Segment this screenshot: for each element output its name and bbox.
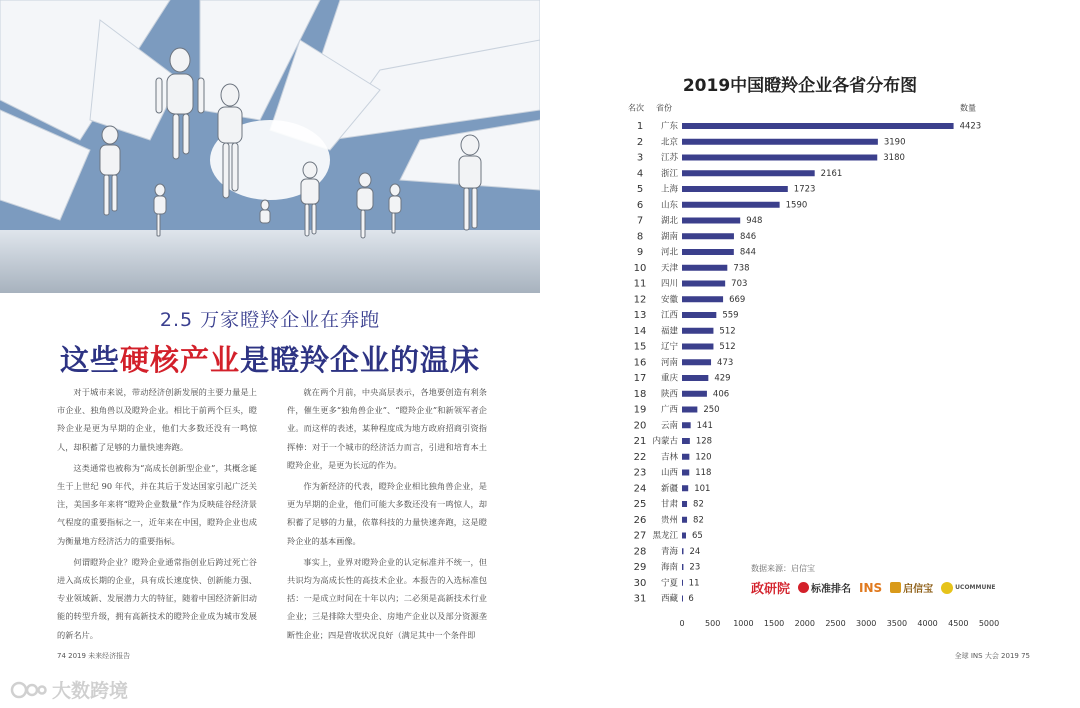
province-label: 河南 [660, 357, 678, 368]
bar [682, 186, 788, 192]
x-tick-label: 500 [705, 618, 721, 628]
bar-value-label: 844 [739, 247, 757, 258]
rank-label: 31 [633, 593, 647, 605]
logo-biaozhun-paiming: 标准排名 [798, 580, 851, 595]
bar-value-label: 3180 [883, 153, 905, 163]
bar-value-label: 669 [729, 294, 746, 305]
bar-value-label: 559 [722, 310, 739, 321]
bar [682, 265, 727, 271]
x-tick-label: 5000 [978, 618, 1000, 628]
watermark-logo-icon [10, 679, 48, 701]
province-label: 湖南 [660, 231, 678, 242]
paragraph: 对于城市来说，带动经济创新发展的主要力量是上市企业、独角兽以及瞪羚企业。相比于前两个巨头，瞪羚企业是更为早期的企业，他们大多数还没有一鸣惊人，却积蓄了足够的力量快速奔跑。 [57, 387, 257, 452]
bar-value-label: 82 [693, 515, 704, 526]
rank-label: 10 [633, 262, 647, 274]
bar-value-label: 128 [695, 436, 713, 447]
rank-label: 17 [633, 373, 647, 384]
bar-value-label: 23 [689, 562, 701, 573]
x-tick-label: 2000 [794, 618, 815, 628]
rank-label: 30 [633, 577, 647, 589]
bar-value-label: 429 [714, 373, 731, 384]
bar-value-label: 406 [712, 389, 730, 400]
chart-title: 2019中国瞪羚企业各省分布图 [682, 76, 918, 96]
bar [682, 470, 689, 476]
province-label: 广东 [660, 121, 678, 132]
rank-label: 14 [633, 325, 647, 337]
paragraph: 事实上，业界对瞪羚企业的认定标准并不统一，但共识均为高成长性的高技术企业。本报告的入选标准包括：一是成立时间在十年以内；二必须是高新技术行业企业；三是排除大型央企、房地产企业以及部分资源垄断性企业；四是营收状况良好（满足其中一个条件即 [287, 556, 487, 640]
bar [682, 139, 878, 145]
bar [682, 438, 690, 444]
province-label: 北京 [660, 137, 678, 148]
article-column-1 [57, 383, 257, 647]
province-label: 江西 [660, 310, 678, 321]
province-label: 海南 [660, 562, 678, 573]
logo-qixinbao: 启信宝 [890, 580, 933, 595]
bar [682, 123, 954, 129]
rank-label: 5 [636, 184, 644, 195]
sponsor-logos [751, 578, 995, 597]
headline-part-1: 这些 [59, 343, 120, 377]
chart-source: 数据来源：启信宝 [751, 564, 815, 573]
bar [682, 218, 740, 224]
rank-label: 25 [633, 499, 647, 510]
province-label: 湖北 [660, 216, 678, 226]
logo-ucommune: UCOMMUNE [941, 582, 995, 594]
bar [682, 596, 683, 602]
bar-value-label: 24 [689, 546, 701, 557]
rank-label: 28 [633, 546, 647, 558]
x-tick-label: 4500 [948, 618, 969, 628]
province-label: 浙江 [660, 168, 678, 179]
rank-label: 20 [633, 420, 647, 432]
rank-label: 4 [636, 168, 644, 180]
qixinbao-mark-icon [890, 582, 901, 593]
bar [682, 328, 713, 334]
bar-value-label: 101 [694, 483, 711, 494]
headline-highlight: 硬核产业 [119, 343, 240, 377]
province-label: 吉林 [660, 452, 678, 463]
province-label: 贵州 [660, 515, 678, 526]
paragraph: 这类通常也被称为“高成长创新型企业”，其概念诞生于上世纪 90 年代，并在其后于发达国家引起广泛关注，美国多年来将“瞪羚企业数量”作为反映硅谷经济景气程度的重要指标之一，近年来在中国，瞪羚企业也成为衡量地方经济活力的重要指标。 [57, 462, 257, 546]
paragraph: 作为新经济的代表，瞪羚企业相比独角兽企业，是更为早期的企业，他们可能大多数还没有一鸣惊人，却积蓄了足够的力量，依靠科技的力量快速奔跑，这是瞪羚企业的基本画像。 [287, 481, 487, 546]
x-tick-label: 0 [679, 618, 685, 628]
rank-label: 7 [636, 215, 644, 227]
rank-label: 13 [633, 310, 647, 321]
rank-label: 16 [633, 357, 647, 369]
article-subtitle: 2.5 万家瞪羚企业在奔跑 [159, 309, 381, 331]
x-tick-label: 1500 [763, 618, 785, 628]
bar [682, 202, 780, 208]
bar-value-label: 118 [695, 468, 712, 478]
bar-value-label: 120 [695, 452, 712, 463]
bar-value-label: 1723 [793, 184, 816, 195]
bar-value-label: 250 [703, 405, 720, 415]
bar [682, 517, 687, 523]
province-label: 山西 [660, 468, 678, 478]
header-count: 数量 [960, 103, 976, 113]
bar [682, 296, 723, 302]
bar [682, 344, 713, 350]
rank-label: 27 [633, 530, 647, 542]
bar-value-label: 65 [691, 531, 703, 541]
bar-value-label: 6 [688, 594, 694, 604]
bar-value-label: 82 [693, 499, 704, 510]
bar-value-label: 512 [719, 342, 736, 352]
bar-value-label: 1590 [785, 200, 808, 211]
bar [682, 548, 683, 554]
bar [682, 422, 691, 428]
bar [682, 312, 716, 318]
bar [682, 391, 707, 397]
province-label: 内蒙古 [652, 436, 678, 447]
paragraph: 何谓瞪羚企业？瞪羚企业通常指创业后跨过死亡谷进入高成长期的企业，具有成长速度快、创新能力强、专业领域新、发展潜力大的特征，随着中国经济新旧动能的转型升级，拥有高新技术的瞪羚企业成为城市发展的新名片。 [57, 556, 257, 640]
bar [682, 281, 725, 287]
province-label: 安徽 [660, 294, 678, 305]
bar [682, 170, 815, 176]
header-province: 省份 [656, 103, 672, 113]
rank-label: 23 [633, 467, 647, 479]
rank-label: 19 [633, 404, 647, 416]
article-headline [0, 338, 540, 379]
province-label: 西藏 [660, 594, 678, 604]
province-label: 天津 [660, 263, 678, 274]
watermark [10, 676, 128, 703]
bar [682, 533, 686, 539]
province-label: 新疆 [660, 483, 678, 494]
province-label: 宁夏 [660, 578, 678, 589]
province-label: 上海 [660, 184, 678, 195]
x-tick-label: 3000 [856, 618, 877, 628]
bar-value-label: 11 [688, 578, 700, 589]
rank-label: 18 [633, 388, 647, 400]
hero-illustration [0, 0, 540, 293]
hero-image-robots-running [0, 0, 540, 293]
province-label: 河北 [660, 247, 678, 258]
province-label: 广西 [660, 405, 678, 415]
x-tick-label: 2500 [825, 618, 846, 628]
logo-zhengyanyuan: 政研院 [751, 582, 791, 597]
bar [682, 359, 711, 365]
bar [682, 375, 708, 381]
watermark-text: 大数跨境 [52, 680, 129, 702]
province-label: 福建 [660, 326, 678, 337]
bar-value-label: 512 [719, 326, 736, 337]
province-label: 青海 [660, 546, 678, 557]
province-label: 云南 [660, 420, 678, 431]
page-footer-left: 74 2019 未来经济报告 [57, 652, 131, 660]
bar [682, 233, 734, 239]
headline-part-3: 是瞪羚企业的温床 [240, 343, 481, 377]
bar [682, 155, 877, 161]
rank-label: 12 [633, 294, 647, 306]
province-label: 陕西 [660, 389, 678, 400]
province-label: 辽宁 [660, 342, 678, 352]
page-footer-right: 全球 INS 大会 2019 75 [954, 652, 1030, 660]
province-label: 四川 [660, 279, 678, 289]
biaozhun-mark-icon [798, 582, 809, 593]
bar-value-label: 948 [746, 216, 763, 226]
bar [682, 407, 697, 413]
rank-label: 2 [636, 136, 644, 148]
ucommune-mark-icon [941, 582, 953, 594]
header-rank: 名次 [628, 103, 644, 113]
x-tick-label: 3500 [886, 618, 908, 628]
province-label: 重庆 [660, 373, 678, 384]
article-column-2 [287, 383, 487, 647]
bar-value-label: 846 [739, 231, 757, 242]
bar-value-label: 473 [717, 357, 734, 368]
rank-label: 11 [633, 278, 647, 290]
x-tick-label: 4000 [917, 618, 938, 628]
bar-value-label: 738 [733, 263, 750, 274]
rank-label: 9 [636, 247, 644, 258]
bar [682, 485, 688, 491]
bar [682, 564, 683, 570]
rank-label: 26 [633, 514, 647, 526]
rank-label: 8 [636, 231, 644, 243]
province-label: 江苏 [660, 153, 678, 163]
province-label: 山东 [660, 200, 678, 211]
logo-ins: INS [859, 580, 883, 595]
bar-value-label: 3190 [883, 137, 906, 148]
province-bar-chart [600, 95, 1020, 630]
bar [682, 249, 734, 255]
province-label: 甘肃 [660, 499, 678, 510]
bar-value-label: 2161 [820, 168, 843, 179]
bar-value-label: 703 [731, 279, 748, 289]
rank-label: 6 [636, 199, 644, 211]
x-tick-label: 1000 [733, 618, 754, 628]
rank-label: 3 [636, 152, 644, 164]
rank-label: 29 [633, 562, 647, 573]
rank-label: 1 [636, 121, 644, 132]
bar [682, 501, 687, 507]
paragraph: 就在两个月前，中央高层表示，各地要创造有利条件，催生更多“独角兽企业”、“瞪羚企业”和新领军者企业。而这样的表述，某种程度成为地方政府招商引资指挥棒：对于一个城市的经济活力而言，引进和培育本土瞪羚企业，是更为长远的作为。 [287, 387, 487, 470]
rank-label: 21 [633, 436, 647, 447]
province-label: 黑龙江 [652, 531, 678, 541]
rank-label: 22 [633, 451, 647, 463]
rank-label: 15 [633, 341, 647, 353]
bar [682, 580, 683, 586]
bar-value-label: 4423 [959, 121, 982, 132]
bar-value-label: 141 [696, 420, 713, 431]
rank-label: 24 [633, 483, 647, 495]
bar [682, 454, 689, 460]
